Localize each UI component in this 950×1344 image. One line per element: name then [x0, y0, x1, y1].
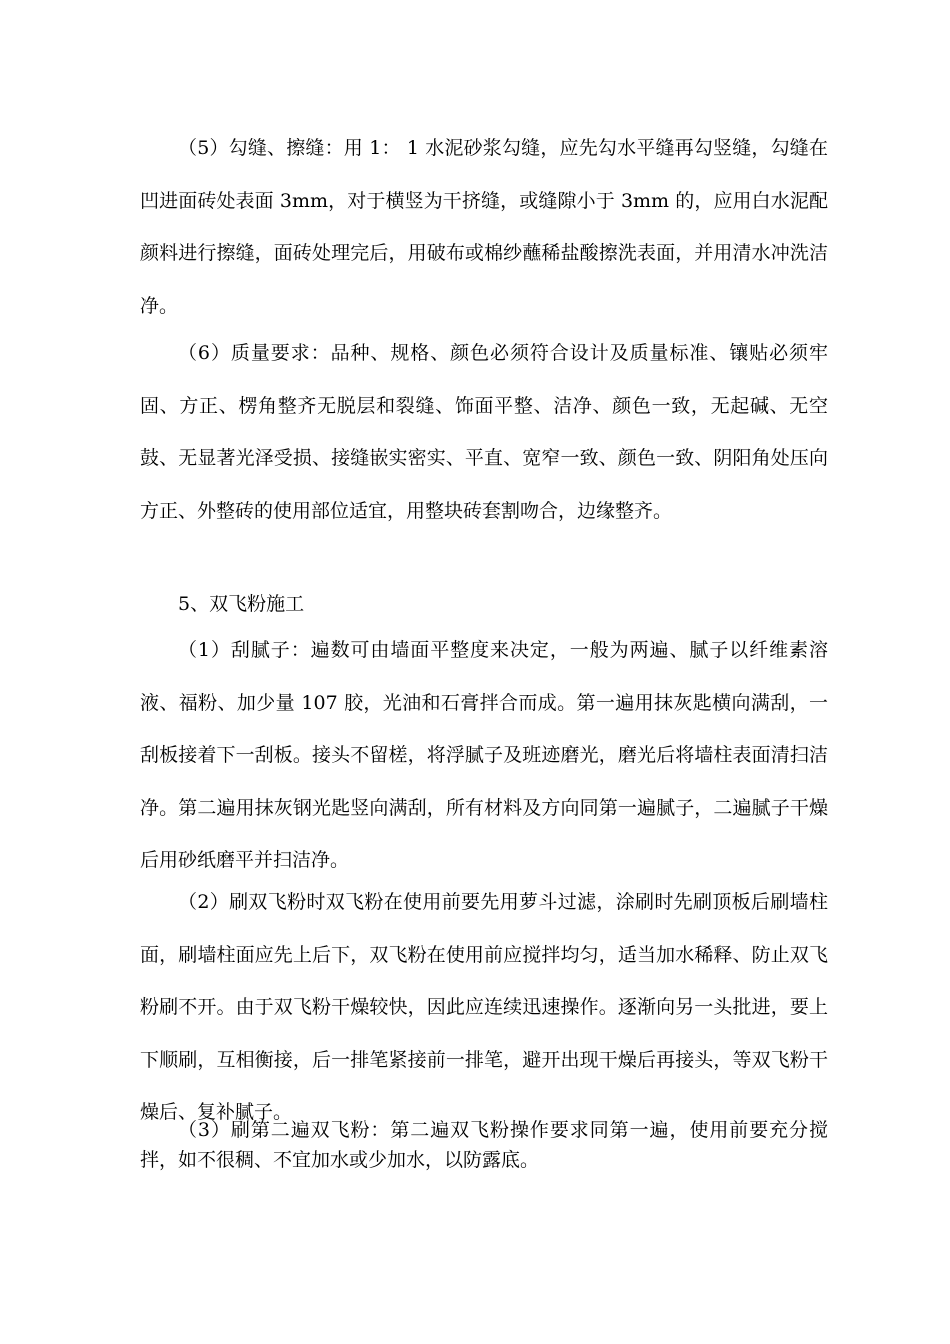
paragraph-brushing-powder: （2）刷双飞粉时双飞粉在使用前要先用萝斗过滤，涂刷时先刷顶板后刷墙柱面，刷墙柱面应先上后下，双飞粉在使用前应搅拌均匀，适当加水稀释、防止双飞粉刷不开。由于双飞粉干燥较快，因此应连续迅速操作。逐渐向另一头批进，要上下顺刷，互相衡接，后一排笔紧接前一排笔，避开出现干燥后再接头，等双飞粉干燥后、复补腻子。	[140, 891, 828, 1123]
paragraph-second-coat: （3）刷第二遍双飞粉：第二遍双飞粉操作要求同第一遍，使用前要充分搅拌，如不很稠、不宜加水或少加水，以防露底。	[140, 1119, 828, 1171]
paragraph-quality-requirements: （6）质量要求：品种、规格、颜色必须符合设计及质量标准、镶贴必须牢固、方正、楞角整齐无脱层和裂缝、饰面平整、洁净、颜色一致，无起碱、无空鼓、无显著光泽受损、接缝嵌实密实、平直、宽窄一致、颜色一致、阴阳角处压向方正、外整砖的使用部位适宜，用整块砖套割吻合，边缘整齐。	[140, 342, 828, 522]
section-heading-double-fly-powder: 5、双飞粉施工	[178, 593, 305, 615]
paragraph-putty-scraping: （1）刮腻子：遍数可由墙面平整度来决定，一般为两遍、腻子以纤维素溶液、福粉、加少量 107 胶，光油和石膏拌合而成。第一遍用抹灰匙横向满刮，一刮板接着下一刮板。接头不留槎，将浮腻子及班迹磨光，磨光后将墙柱表面清扫洁净。第二遍用抹灰钢光匙竖向满刮，所有材料及方向同第一遍腻子，二遍腻子干燥后用砂纸磨平并扫洁净。	[140, 639, 828, 871]
paragraph-pointing-and-wiping-joints: （5）勾缝、擦缝：用 1： 1 水泥砂浆勾缝，应先勾水平缝再勾竖缝，勾缝在凹进面砖处表面 3mm，对于横竖为干挤缝，或缝隙小于 3mm 的，应用白水泥配颜料进行擦缝，面砖处理完后，用破布或棉纱蘸稀盐酸擦洗表面，并用清水冲洗洁净。	[140, 137, 828, 317]
